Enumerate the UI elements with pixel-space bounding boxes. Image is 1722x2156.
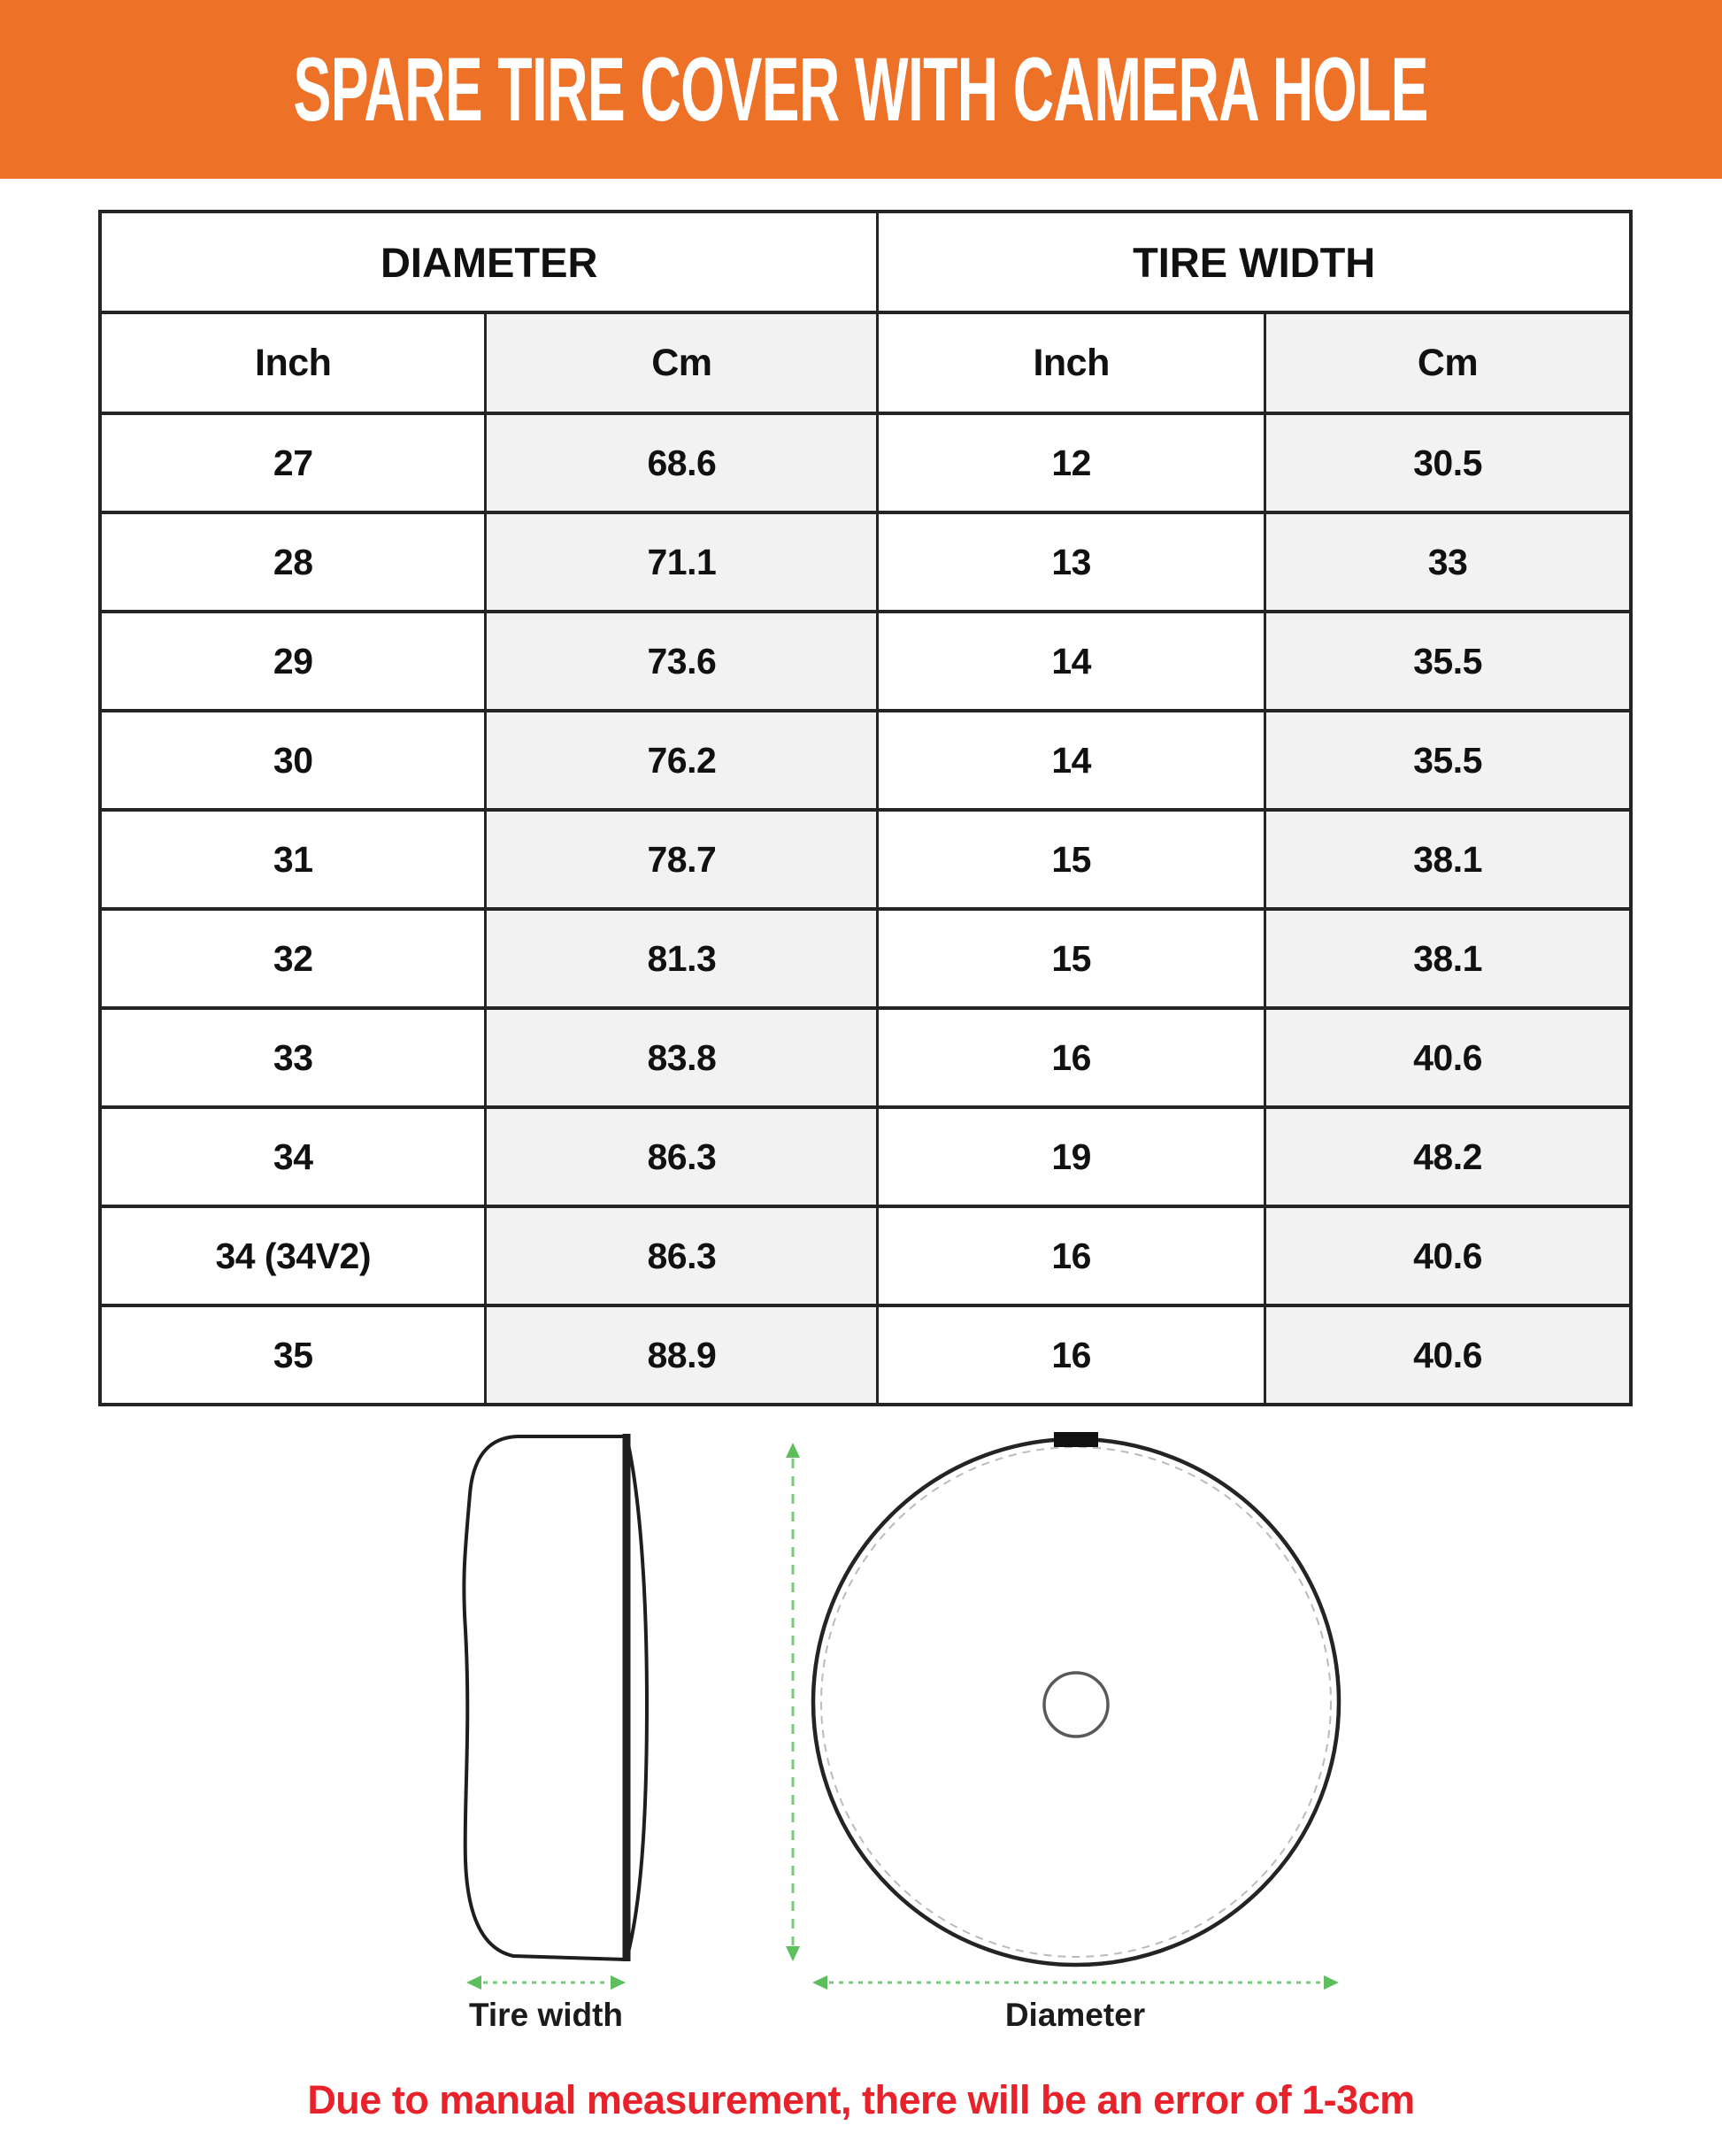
table-cell: 71.1 (486, 512, 878, 612)
subheader-width-cm: Cm (1265, 312, 1631, 413)
table-cell: 12 (878, 413, 1265, 512)
table-row (100, 1206, 1631, 1305)
table-cell: 35.5 (1265, 612, 1631, 711)
table-cell: 35.5 (1265, 711, 1631, 810)
table-cell: 19 (878, 1107, 1265, 1206)
table-row (100, 512, 1631, 612)
table-cell: 30 (100, 711, 486, 810)
table-row (100, 1107, 1631, 1206)
table-cell: 68.6 (486, 413, 878, 512)
table-row (100, 413, 1631, 512)
table-cell: 27 (100, 413, 486, 512)
col-group-tire-width: TIRE WIDTH (878, 212, 1631, 312)
table-row (100, 612, 1631, 711)
table-cell: 86.3 (486, 1107, 878, 1206)
table-row (100, 810, 1631, 909)
table-row (100, 711, 1631, 810)
tire-side-outline (464, 1436, 647, 1960)
table-cell: 48.2 (1265, 1107, 1631, 1206)
table-cell: 33 (1265, 512, 1631, 612)
diagram-canvas (0, 1407, 1722, 2062)
camera-hole (1044, 1673, 1108, 1736)
table-cell: 40.6 (1265, 1008, 1631, 1107)
table-cell: 13 (878, 512, 1265, 612)
col-group-diameter: DIAMETER (100, 212, 878, 312)
subheader-diameter-inch: Inch (100, 312, 486, 413)
subheader-width-inch: Inch (878, 312, 1265, 413)
table-cell: 78.7 (486, 810, 878, 909)
table-row (100, 1305, 1631, 1405)
table-cell: 40.6 (1265, 1206, 1631, 1305)
table-cell: 81.3 (486, 909, 878, 1008)
table-cell: 86.3 (486, 1206, 878, 1305)
table-cell: 38.1 (1265, 909, 1631, 1008)
tire-front-view (813, 1432, 1339, 1965)
table-cell: 16 (878, 1008, 1265, 1107)
table-cell: 32 (100, 909, 486, 1008)
table-row (100, 909, 1631, 1008)
table-cell: 16 (878, 1305, 1265, 1405)
subheader-diameter-cm: Cm (486, 312, 878, 413)
table-cell: 15 (878, 810, 1265, 909)
size-table (98, 210, 1633, 1406)
table-row (100, 1008, 1631, 1107)
table-cell: 40.6 (1265, 1305, 1631, 1405)
table-cell: 15 (878, 909, 1265, 1008)
vertical-measure-arrow (786, 1443, 800, 1961)
table-cell: 31 (100, 810, 486, 909)
table-cell: 76.2 (486, 711, 878, 810)
table-cell: 34 (34V2) (100, 1206, 486, 1305)
diameter-label: Diameter (1004, 1997, 1146, 2033)
table-cell: 14 (878, 711, 1265, 810)
table-cell: 28 (100, 512, 486, 612)
table-cell: 30.5 (1265, 413, 1631, 512)
table-cell: 88.9 (486, 1305, 878, 1405)
table-cell: 83.8 (486, 1008, 878, 1107)
table-subheader-row (100, 312, 1631, 413)
tire-width-label: Tire width (468, 1997, 624, 2033)
table-cell: 14 (878, 612, 1265, 711)
measurement-note: Due to manual measurement, there will be an error of 1-3cm (307, 2077, 1415, 2122)
table-cell: 38.1 (1265, 810, 1631, 909)
hanger-tab (1054, 1432, 1098, 1447)
table-cell: 34 (100, 1107, 486, 1206)
tire-width-arrow (466, 1975, 626, 1990)
table-cell: 35 (100, 1305, 486, 1405)
tire-side-view (464, 1434, 647, 1961)
page-title: SPARE TIRE COVER WITH CAMERA HOLE (293, 38, 1429, 140)
table-cell: 16 (878, 1206, 1265, 1305)
diameter-arrow (812, 1975, 1339, 1990)
header-banner (0, 0, 1722, 179)
table-cell: 33 (100, 1008, 486, 1107)
table-group-header-row (100, 212, 1631, 312)
table-cell: 73.6 (486, 612, 878, 711)
table-cell: 29 (100, 612, 486, 711)
